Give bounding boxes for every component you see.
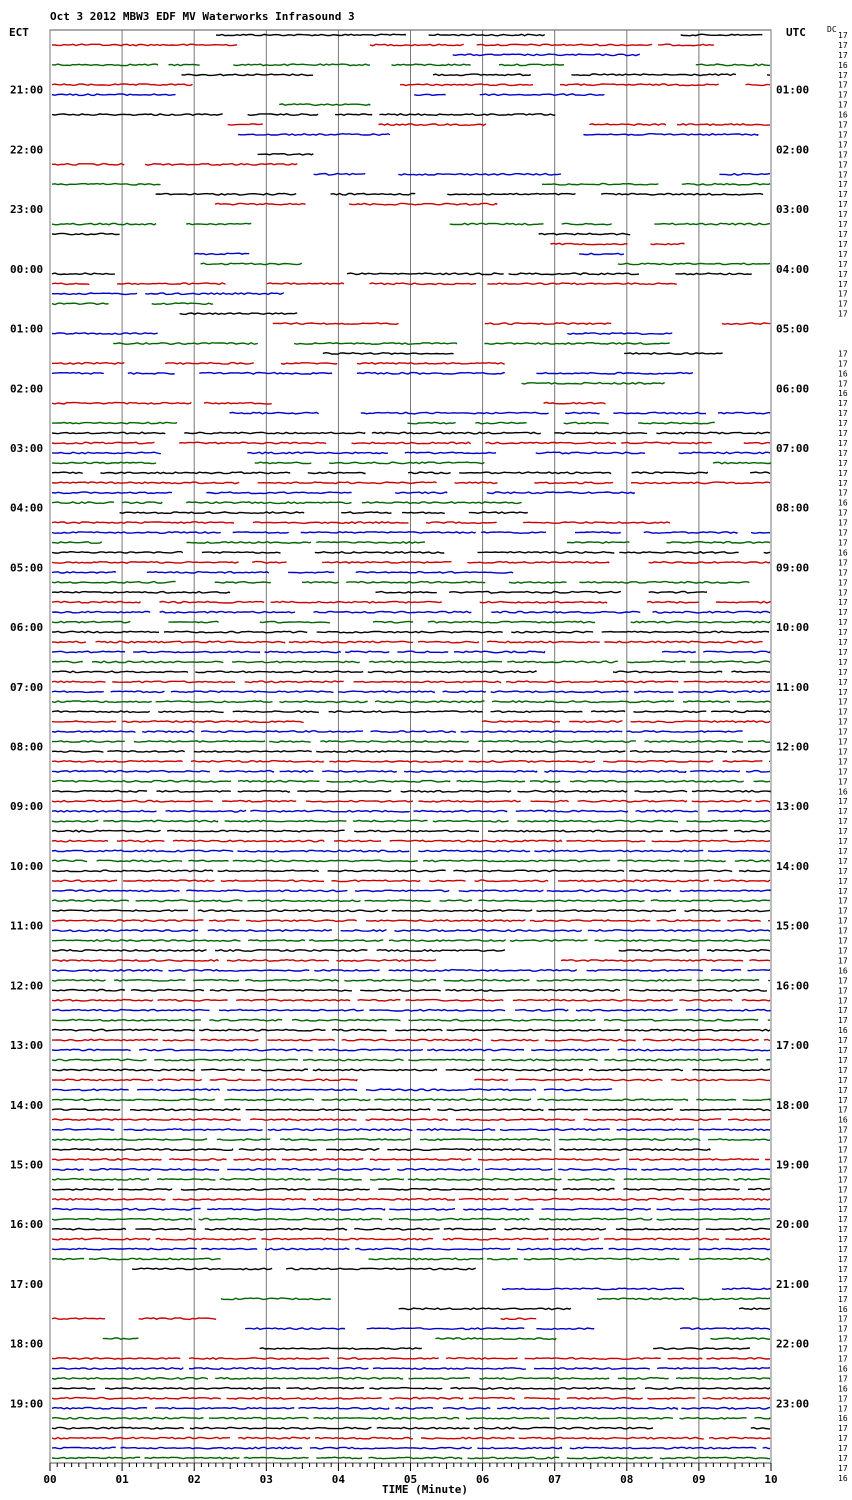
dc-value: 17 bbox=[838, 916, 848, 926]
right-hour-label: 03:00 bbox=[776, 203, 810, 217]
dc-value: 16 bbox=[838, 110, 848, 120]
dc-value: 17 bbox=[838, 747, 848, 757]
dc-value: 17 bbox=[838, 876, 848, 886]
trace-line bbox=[52, 522, 670, 524]
x-tick-label: 03 bbox=[259, 1473, 273, 1486]
x-tick-label: 07 bbox=[548, 1473, 562, 1486]
right-hour-label: 10:00 bbox=[776, 621, 810, 635]
x-tick-label: 02 bbox=[187, 1473, 201, 1486]
trace-line bbox=[132, 1268, 476, 1270]
right-hour-label: 22:00 bbox=[776, 1337, 810, 1351]
trace-line bbox=[52, 303, 213, 305]
dc-value: 16 bbox=[838, 548, 848, 558]
dc-value: 16 bbox=[838, 966, 848, 976]
dc-value: 17 bbox=[838, 1145, 848, 1155]
trace-line bbox=[245, 1328, 770, 1330]
dc-value: 17 bbox=[838, 478, 848, 488]
dc-value: 17 bbox=[838, 538, 848, 548]
dc-value: 17 bbox=[838, 399, 848, 409]
right-hour-label: 06:00 bbox=[776, 382, 810, 396]
trace-line bbox=[52, 84, 770, 86]
x-axis bbox=[43, 1463, 777, 1486]
trace-line bbox=[156, 193, 764, 195]
dc-value: 17 bbox=[838, 1215, 848, 1225]
right-hour-label: 13:00 bbox=[776, 800, 810, 814]
left-hour-label: 05:00 bbox=[10, 561, 44, 575]
dc-value: 16 bbox=[838, 60, 848, 70]
trace-line bbox=[52, 333, 672, 335]
dc-value: 17 bbox=[838, 170, 848, 180]
right-hour-label: 11:00 bbox=[776, 680, 810, 694]
dc-value: 17 bbox=[838, 190, 848, 200]
trace-line bbox=[52, 1199, 770, 1201]
dc-value: 17 bbox=[838, 1185, 848, 1195]
trace-line bbox=[550, 243, 684, 245]
dc-value: 17 bbox=[838, 558, 848, 568]
left-hour-labels bbox=[10, 84, 43, 1411]
left-hour-label: 19:00 bbox=[10, 1397, 44, 1411]
trace-line bbox=[522, 383, 665, 385]
trace-line bbox=[52, 990, 767, 992]
dc-value: 17 bbox=[838, 458, 848, 468]
trace-line bbox=[52, 930, 770, 932]
left-hour-label: 22:00 bbox=[10, 143, 44, 157]
dc-value: 17 bbox=[838, 1444, 848, 1454]
x-tick-label: 06 bbox=[475, 1473, 490, 1486]
left-hour-label: 18:00 bbox=[10, 1337, 44, 1351]
dc-value: 17 bbox=[838, 1225, 848, 1235]
trace-line bbox=[52, 44, 714, 46]
x-tick-label: 00 bbox=[43, 1473, 57, 1486]
dc-value: 17 bbox=[838, 1274, 848, 1284]
dc-value: 17 bbox=[838, 1294, 848, 1304]
dc-value: 17 bbox=[838, 1394, 848, 1404]
dc-value: 17 bbox=[838, 299, 848, 309]
trace-line bbox=[52, 751, 770, 753]
trace-line bbox=[103, 1338, 770, 1340]
dc-value: 17 bbox=[838, 180, 848, 190]
dc-value: 17 bbox=[838, 210, 848, 220]
trace-line bbox=[52, 1109, 770, 1111]
dc-value: 17 bbox=[838, 30, 848, 40]
dc-header: DC bbox=[827, 25, 837, 34]
right-hour-label: 14:00 bbox=[776, 859, 810, 873]
dc-value: 17 bbox=[838, 1254, 848, 1264]
dc-value: 17 bbox=[838, 1085, 848, 1095]
trace-line bbox=[52, 900, 770, 902]
dc-value: 16 bbox=[838, 1364, 848, 1374]
trace-line bbox=[52, 592, 707, 594]
dc-value: 17 bbox=[838, 1065, 848, 1075]
trace-line bbox=[52, 1457, 770, 1459]
left-hour-label: 00:00 bbox=[10, 262, 44, 276]
dc-value: 17 bbox=[838, 239, 848, 249]
right-hour-label: 19:00 bbox=[776, 1158, 810, 1172]
dc-value: 17 bbox=[838, 160, 848, 170]
dc-value: 17 bbox=[838, 429, 848, 439]
trace-line bbox=[180, 313, 297, 315]
dc-value: 17 bbox=[838, 707, 848, 717]
dc-value: 17 bbox=[838, 1105, 848, 1115]
right-hour-label: 23:00 bbox=[776, 1397, 810, 1411]
dc-value: 17 bbox=[838, 856, 848, 866]
trace-line bbox=[216, 34, 762, 36]
right-hour-label: 05:00 bbox=[776, 322, 810, 336]
trace-line bbox=[52, 293, 283, 295]
dc-value: 17 bbox=[838, 1454, 848, 1464]
dc-value: 16 bbox=[838, 389, 848, 399]
trace-line bbox=[52, 452, 770, 454]
dc-value: 17 bbox=[838, 1155, 848, 1165]
left-hour-label: 11:00 bbox=[10, 919, 44, 933]
dc-value: 17 bbox=[838, 269, 848, 279]
dc-value: 17 bbox=[838, 946, 848, 956]
trace-line bbox=[314, 174, 770, 176]
dc-value: 17 bbox=[838, 717, 848, 727]
dc-value: 17 bbox=[838, 1125, 848, 1135]
trace-line bbox=[323, 353, 723, 355]
x-axis-title: TIME (Minute) bbox=[381, 1483, 469, 1496]
dc-value: 17 bbox=[838, 279, 848, 289]
trace-line bbox=[52, 940, 770, 942]
dc-value: 17 bbox=[838, 1245, 848, 1255]
dc-value: 17 bbox=[838, 986, 848, 996]
left-hour-label: 02:00 bbox=[10, 382, 44, 396]
trace-line bbox=[52, 641, 763, 643]
dc-value: 17 bbox=[838, 230, 848, 240]
trace-line bbox=[502, 1288, 770, 1290]
left-hour-label: 12:00 bbox=[10, 979, 44, 993]
trace-line bbox=[279, 104, 370, 106]
left-hour-label: 15:00 bbox=[10, 1158, 44, 1172]
dc-value: 17 bbox=[838, 1175, 848, 1185]
trace-line bbox=[113, 343, 670, 345]
dc-value: 17 bbox=[838, 1095, 848, 1105]
trace-line bbox=[399, 1308, 770, 1310]
trace-line bbox=[52, 582, 749, 584]
dc-value: 17 bbox=[838, 767, 848, 777]
dc-value: 17 bbox=[838, 956, 848, 966]
x-tick-label: 08 bbox=[620, 1473, 634, 1486]
dc-value: 17 bbox=[838, 896, 848, 906]
dc-value: 17 bbox=[838, 677, 848, 687]
dc-value: 16 bbox=[838, 1026, 848, 1036]
trace-line bbox=[52, 731, 743, 733]
dc-value: 17 bbox=[838, 837, 848, 847]
right-hour-label: 20:00 bbox=[776, 1218, 810, 1232]
right-hour-label: 09:00 bbox=[776, 561, 810, 575]
dc-value: 17 bbox=[838, 906, 848, 916]
left-hour-label: 08:00 bbox=[10, 740, 44, 754]
dc-value: 16 bbox=[838, 1304, 848, 1314]
dc-value: 17 bbox=[838, 419, 848, 429]
right-hour-label: 21:00 bbox=[776, 1277, 810, 1291]
dc-value: 17 bbox=[838, 130, 848, 140]
trace-line bbox=[181, 74, 770, 76]
left-hour-label: 07:00 bbox=[10, 680, 44, 694]
dc-value: 17 bbox=[838, 1284, 848, 1294]
dc-value: 17 bbox=[838, 667, 848, 677]
dc-value: 17 bbox=[838, 40, 848, 50]
dc-value: 17 bbox=[838, 1016, 848, 1026]
left-hour-label: 03:00 bbox=[10, 441, 44, 455]
left-hour-label: 06:00 bbox=[10, 621, 44, 635]
dc-value: 17 bbox=[838, 657, 848, 667]
trace-line bbox=[52, 492, 635, 494]
dc-value: 17 bbox=[838, 200, 848, 210]
left-hour-label: 04:00 bbox=[10, 501, 44, 515]
trace-line bbox=[52, 233, 630, 235]
left-hour-label: 17:00 bbox=[10, 1277, 44, 1291]
trace-line bbox=[260, 1348, 750, 1350]
dc-value: 17 bbox=[838, 827, 848, 837]
x-tick-label: 01 bbox=[115, 1473, 129, 1486]
dc-value: 17 bbox=[838, 687, 848, 697]
trace-line bbox=[52, 572, 513, 574]
dc-value: 17 bbox=[838, 1235, 848, 1245]
dc-value: 17 bbox=[838, 150, 848, 160]
right-hour-label: 16:00 bbox=[776, 979, 810, 993]
trace-line bbox=[52, 64, 770, 66]
dc-value: 17 bbox=[838, 996, 848, 1006]
right-axis-label: UTC bbox=[786, 26, 806, 39]
dc-value: 17 bbox=[838, 518, 848, 528]
dc-value: 17 bbox=[838, 588, 848, 598]
trace-line bbox=[52, 283, 677, 285]
dc-value: 17 bbox=[838, 1195, 848, 1205]
dc-value: 17 bbox=[838, 1424, 848, 1434]
trace-line bbox=[228, 124, 770, 126]
dc-value: 17 bbox=[838, 936, 848, 946]
dc-value: 17 bbox=[838, 1354, 848, 1364]
dc-value: 17 bbox=[838, 1205, 848, 1215]
right-hour-label: 01:00 bbox=[776, 83, 810, 97]
trace-line bbox=[230, 412, 771, 414]
dc-value: 17 bbox=[838, 120, 848, 130]
trace-line bbox=[52, 1089, 612, 1091]
dc-value: 16 bbox=[838, 1115, 848, 1125]
dc-value: 17 bbox=[838, 528, 848, 538]
right-hour-label: 08:00 bbox=[776, 501, 810, 515]
dc-value: 17 bbox=[838, 757, 848, 767]
trace-line bbox=[221, 1298, 770, 1300]
trace-line bbox=[52, 273, 752, 275]
dc-value: 17 bbox=[838, 140, 848, 150]
dc-value: 17 bbox=[838, 638, 848, 648]
left-hour-label: 14:00 bbox=[10, 1098, 44, 1112]
dc-value: 17 bbox=[838, 1055, 848, 1065]
dc-values bbox=[838, 31, 848, 1483]
dc-value: 17 bbox=[838, 448, 848, 458]
left-hour-label: 13:00 bbox=[10, 1039, 44, 1053]
dc-value: 17 bbox=[838, 578, 848, 588]
dc-value: 16 bbox=[838, 1414, 848, 1424]
trace-line bbox=[273, 323, 770, 325]
right-hour-label: 04:00 bbox=[776, 262, 810, 276]
dc-value: 17 bbox=[838, 80, 848, 90]
trace-line bbox=[215, 203, 497, 205]
dc-value: 17 bbox=[838, 568, 848, 578]
left-axis-label: ECT bbox=[9, 26, 29, 39]
dc-value: 17 bbox=[838, 1404, 848, 1414]
trace-line bbox=[52, 840, 770, 842]
dc-value: 17 bbox=[838, 608, 848, 618]
dc-value: 17 bbox=[838, 309, 848, 319]
dc-value: 17 bbox=[838, 886, 848, 896]
dc-value: 17 bbox=[838, 866, 848, 876]
trace-line bbox=[52, 1149, 710, 1151]
trace-line bbox=[52, 1000, 770, 1002]
x-tick-label: 05 bbox=[403, 1473, 418, 1486]
trace-line bbox=[52, 94, 604, 96]
left-hour-label: 16:00 bbox=[10, 1218, 44, 1232]
trace-line bbox=[52, 402, 606, 404]
dc-value: 17 bbox=[838, 1165, 848, 1175]
dc-value: 17 bbox=[838, 1344, 848, 1354]
right-hour-labels bbox=[776, 84, 809, 1411]
dc-value: 17 bbox=[838, 697, 848, 707]
dc-value: 17 bbox=[838, 1006, 848, 1016]
chart-title: Oct 3 2012 MBW3 EDF MV Waterworks Infrasound 3 bbox=[50, 10, 355, 23]
x-tick-label: 09 bbox=[692, 1473, 706, 1486]
trace-line bbox=[52, 502, 522, 504]
left-hour-label: 01:00 bbox=[10, 322, 44, 336]
dc-value: 16 bbox=[838, 787, 848, 797]
dc-value: 17 bbox=[838, 1463, 848, 1473]
dc-value: 17 bbox=[838, 468, 848, 478]
trace-line bbox=[52, 542, 770, 544]
dc-value: 17 bbox=[838, 1434, 848, 1444]
right-hour-label: 12:00 bbox=[776, 740, 810, 754]
dc-value: 17 bbox=[838, 220, 848, 230]
dc-value: 17 bbox=[838, 647, 848, 657]
dc-value: 17 bbox=[838, 249, 848, 259]
dc-value: 17 bbox=[838, 1036, 848, 1046]
dc-value: 17 bbox=[838, 846, 848, 856]
dc-value: 17 bbox=[838, 926, 848, 936]
trace-line bbox=[52, 422, 715, 424]
dc-value: 17 bbox=[838, 349, 848, 359]
dc-value: 17 bbox=[838, 628, 848, 638]
trace-line bbox=[194, 253, 624, 255]
right-hour-label: 07:00 bbox=[776, 441, 810, 455]
dc-value: 17 bbox=[838, 438, 848, 448]
right-hour-label: 02:00 bbox=[776, 143, 810, 157]
dc-value: 17 bbox=[838, 379, 848, 389]
dc-value: 16 bbox=[838, 498, 848, 508]
trace-line bbox=[52, 1069, 770, 1071]
trace-line bbox=[52, 1318, 536, 1320]
dc-value: 17 bbox=[838, 1314, 848, 1324]
trace-line bbox=[258, 154, 314, 155]
dc-value: 16 bbox=[838, 1473, 848, 1483]
dc-value: 17 bbox=[838, 1324, 848, 1334]
trace-line bbox=[52, 114, 555, 116]
dc-value: 17 bbox=[838, 50, 848, 60]
left-hour-label: 10:00 bbox=[10, 859, 44, 873]
dc-value: 17 bbox=[838, 1046, 848, 1056]
dc-value: 17 bbox=[838, 259, 848, 269]
trace-line bbox=[52, 771, 770, 773]
dc-value: 17 bbox=[838, 777, 848, 787]
trace-line bbox=[52, 164, 297, 166]
dc-value: 17 bbox=[838, 1334, 848, 1344]
dc-value: 17 bbox=[838, 508, 848, 518]
dc-value: 17 bbox=[838, 488, 848, 498]
trace-line bbox=[52, 601, 770, 603]
dc-value: 17 bbox=[838, 817, 848, 827]
dc-value: 17 bbox=[838, 976, 848, 986]
trace-line bbox=[238, 134, 758, 136]
left-hour-label: 23:00 bbox=[10, 203, 44, 217]
dc-value: 17 bbox=[838, 1264, 848, 1274]
dc-value: 17 bbox=[838, 807, 848, 817]
trace-line bbox=[52, 1179, 770, 1181]
x-tick-label: 04 bbox=[331, 1473, 346, 1486]
right-hour-label: 17:00 bbox=[776, 1039, 810, 1053]
dc-value: 17 bbox=[838, 797, 848, 807]
dc-value: 16 bbox=[838, 369, 848, 379]
dc-value: 17 bbox=[838, 1135, 848, 1145]
right-hour-label: 18:00 bbox=[776, 1098, 810, 1112]
dc-value: 17 bbox=[838, 289, 848, 299]
dc-value: 17 bbox=[838, 359, 848, 369]
dc-value: 17 bbox=[838, 90, 848, 100]
left-hour-label: 09:00 bbox=[10, 800, 44, 814]
trace-line bbox=[52, 373, 693, 375]
trace-line bbox=[52, 1417, 770, 1419]
trace-line bbox=[52, 363, 505, 365]
dc-value: 17 bbox=[838, 737, 848, 747]
dc-value: 17 bbox=[838, 1075, 848, 1085]
dc-value: 17 bbox=[838, 100, 848, 110]
dc-value: 17 bbox=[838, 727, 848, 737]
x-tick-label: 10 bbox=[764, 1473, 778, 1486]
dc-value: 16 bbox=[838, 1384, 848, 1394]
dc-value: 17 bbox=[838, 598, 848, 608]
right-hour-label: 15:00 bbox=[776, 919, 810, 933]
left-hour-label: 21:00 bbox=[10, 83, 44, 97]
trace-line bbox=[52, 920, 770, 922]
trace-line bbox=[201, 263, 770, 265]
dc-value: 17 bbox=[838, 409, 848, 419]
trace-line bbox=[120, 512, 528, 514]
dc-value: 17 bbox=[838, 70, 848, 80]
dc-value: 17 bbox=[838, 618, 848, 628]
trace-line bbox=[453, 54, 640, 56]
dc-value: 17 bbox=[838, 1374, 848, 1384]
